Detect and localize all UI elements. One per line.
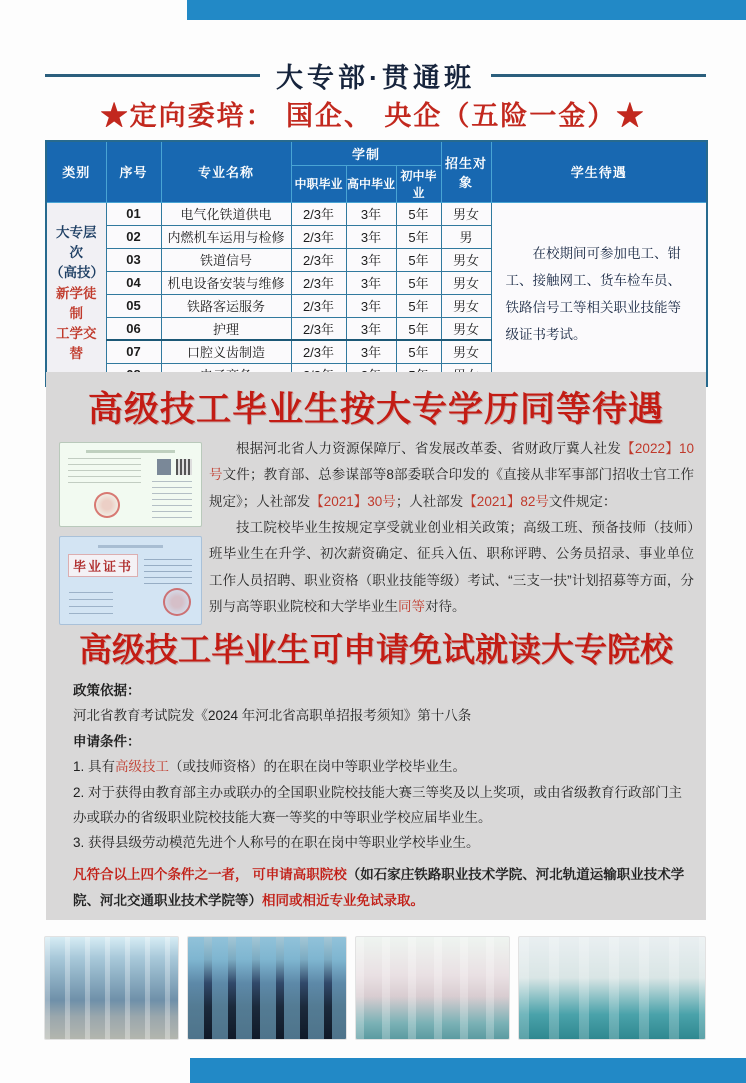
value-cell: 5年 (396, 340, 441, 363)
diploma-title: 毕业证书 (68, 554, 138, 577)
value-cell: 男女 (441, 271, 491, 294)
value-cell: 男 (441, 225, 491, 248)
title-row (45, 56, 706, 95)
campus-photo-strip (44, 936, 706, 1040)
application-conditions-label: 申请条件： (73, 733, 141, 749)
exemption-policy-block (73, 678, 688, 856)
value-cell: 2/3年 (291, 202, 346, 225)
row-index-cell: 03 (106, 248, 161, 271)
col-header-major: 专业名称 (161, 141, 291, 202)
col-subheader-zhongzhi: 中职毕业 (291, 165, 346, 202)
certificate-images (59, 442, 202, 625)
diploma-certificate-image (59, 536, 202, 625)
row-index-cell: 05 (106, 294, 161, 317)
value-cell: 5年 (396, 225, 441, 248)
section-title-equal-treatment: 高级技工毕业生按大专学历同等待遇 (87, 389, 664, 430)
photo-training-corridor (44, 936, 179, 1040)
col-header-target: 招生对象 (441, 141, 491, 202)
row-index-cell: 01 (106, 202, 161, 225)
policy-paragraph-1: 根据河北省人力资源保障厅、省发展改革委、省财政厅冀人社发【2022】10号文件；教育部、总参谋部等8部委联合印发的《直接从非军事部门招收士官工作规定》；人社部发【2021】30号；人社部发【2021】82号文件规定： (209, 441, 695, 509)
major-name-cell: 内燃机车运用与检修 (161, 225, 291, 248)
certificate-photo-thumb (157, 459, 171, 475)
value-cell: 男女 (441, 202, 491, 225)
section-title-exam-exemption: 高级技工毕业生可申请免试就读大专院校 (79, 630, 673, 669)
condition-item-2: 2. 对于获得由教育部主办或联办的全国职业院校技能大赛三等奖及以上奖项，或由省级教育行政部门主办或联办的省级职业院校技能大赛一等奖的中等职业学校应届毕业生。 (73, 784, 683, 825)
value-cell: 2/3年 (291, 340, 346, 363)
value-cell: 5年 (396, 294, 441, 317)
value-cell: 2/3年 (291, 248, 346, 271)
welfare-cell: 在校期间可参加电工、钳工、接触网工、货车检车员、铁路信号工等相关职业技能等级证书考试。 (491, 202, 707, 386)
major-name-cell: 口腔义齿制造 (161, 340, 291, 363)
col-header-category: 类别 (46, 141, 106, 202)
value-cell: 3年 (346, 294, 396, 317)
value-cell: 5年 (396, 317, 441, 340)
red-seal-icon (163, 588, 191, 616)
value-cell: 2/3年 (291, 225, 346, 248)
table-row (46, 202, 707, 225)
bottom-blue-bar (190, 1058, 746, 1083)
major-name-cell: 铁路客运服务 (161, 294, 291, 317)
value-cell: 男女 (441, 248, 491, 271)
value-cell: 3年 (346, 317, 396, 340)
value-cell: 男女 (441, 340, 491, 363)
value-cell: 3年 (346, 202, 396, 225)
certificate-field-lines (152, 481, 192, 519)
col-subheader-gaozhong: 高中毕业 (346, 165, 396, 202)
row-index-cell: 06 (106, 317, 161, 340)
value-cell: 男女 (441, 317, 491, 340)
skill-certificate-image (59, 442, 202, 527)
value-cell: 3年 (346, 340, 396, 363)
red-seal-icon (94, 492, 120, 518)
major-name-cell: 护理 (161, 317, 291, 340)
certificate-qr-code (176, 459, 192, 475)
value-cell: 5年 (396, 271, 441, 294)
condition-item-3: 3. 获得县级劳动模范先进个人称号的在职在岗中等职业学校毕业生。 (73, 835, 480, 851)
photo-railway-control-center (187, 936, 347, 1040)
value-cell: 3年 (346, 225, 396, 248)
top-blue-bar (187, 0, 746, 20)
row-index-cell: 07 (106, 340, 161, 363)
majors-table-body (46, 202, 707, 386)
row-index-cell: 04 (106, 271, 161, 294)
policy-paragraphs (209, 436, 694, 620)
col-subheader-chuzhong: 初中毕业 (396, 165, 441, 202)
gray-info-panel (46, 372, 706, 920)
policy-basis-text: 河北省教育考试院发《2024 年河北省高职单招报考须知》第十八条 (73, 708, 472, 724)
col-header-welfare: 学生待遇 (491, 141, 707, 202)
title-rule-left (45, 74, 260, 77)
title-rule-right (491, 74, 706, 77)
certificate-field-lines (69, 592, 113, 616)
photo-nursing-training-room (355, 936, 510, 1040)
major-name-cell: 电气化铁道供电 (161, 202, 291, 225)
value-cell: 2/3年 (291, 271, 346, 294)
majors-table (45, 140, 708, 387)
policy-basis-label: 政策依据： (73, 683, 141, 698)
value-cell: 男女 (441, 294, 491, 317)
eligibility-summary: 凡符合以上四个条件之一者， 可申请高职院校（如石家庄铁路职业技术学院、河北轨道运输职业技术学院、河北交通职业技术学院等）相同或相近专业免试录取。 (73, 867, 685, 909)
value-cell: 5年 (396, 248, 441, 271)
policy-paragraph-2: 技工院校毕业生按规定享受就业创业相关政策；高级工班、预备技师（技师）班毕业生在升学、初次薪资确定、征兵入伍、职称评聘、公务员招录、事业单位工作人员招聘、职业资格（职业技能等级）考试、“三支一扶”计划招募等方面，分别与高等职业院校和大学毕业生同等对待。 (209, 519, 694, 614)
value-cell: 3年 (346, 271, 396, 294)
subtitle-banner: ★定向委培： 国企、 央企（五险一金）★ (100, 101, 646, 132)
value-cell: 3年 (346, 248, 396, 271)
value-cell: 5年 (396, 202, 441, 225)
condition-item-1: 1. 具有高级技工（或技师资格）的在职在岗中等职业学校毕业生。 (73, 759, 467, 775)
certificate-text-lines (68, 458, 141, 488)
page-title: 大专部·贯通班 (276, 63, 475, 93)
major-name-cell: 铁道信号 (161, 248, 291, 271)
photo-dental-training-lab (518, 936, 706, 1040)
category-cell: 大专层次 （高技） 新学徒制 工学交替 (46, 202, 106, 386)
certificate-field-lines (144, 559, 192, 589)
certificate-decor-line (86, 450, 175, 453)
row-index-cell: 02 (106, 225, 161, 248)
certificate-decor-line (98, 545, 163, 548)
value-cell: 2/3年 (291, 317, 346, 340)
major-name-cell: 机电设备安装与维修 (161, 271, 291, 294)
col-header-index: 序号 (106, 141, 161, 202)
value-cell: 2/3年 (291, 294, 346, 317)
col-header-duration: 学制 (291, 141, 441, 165)
